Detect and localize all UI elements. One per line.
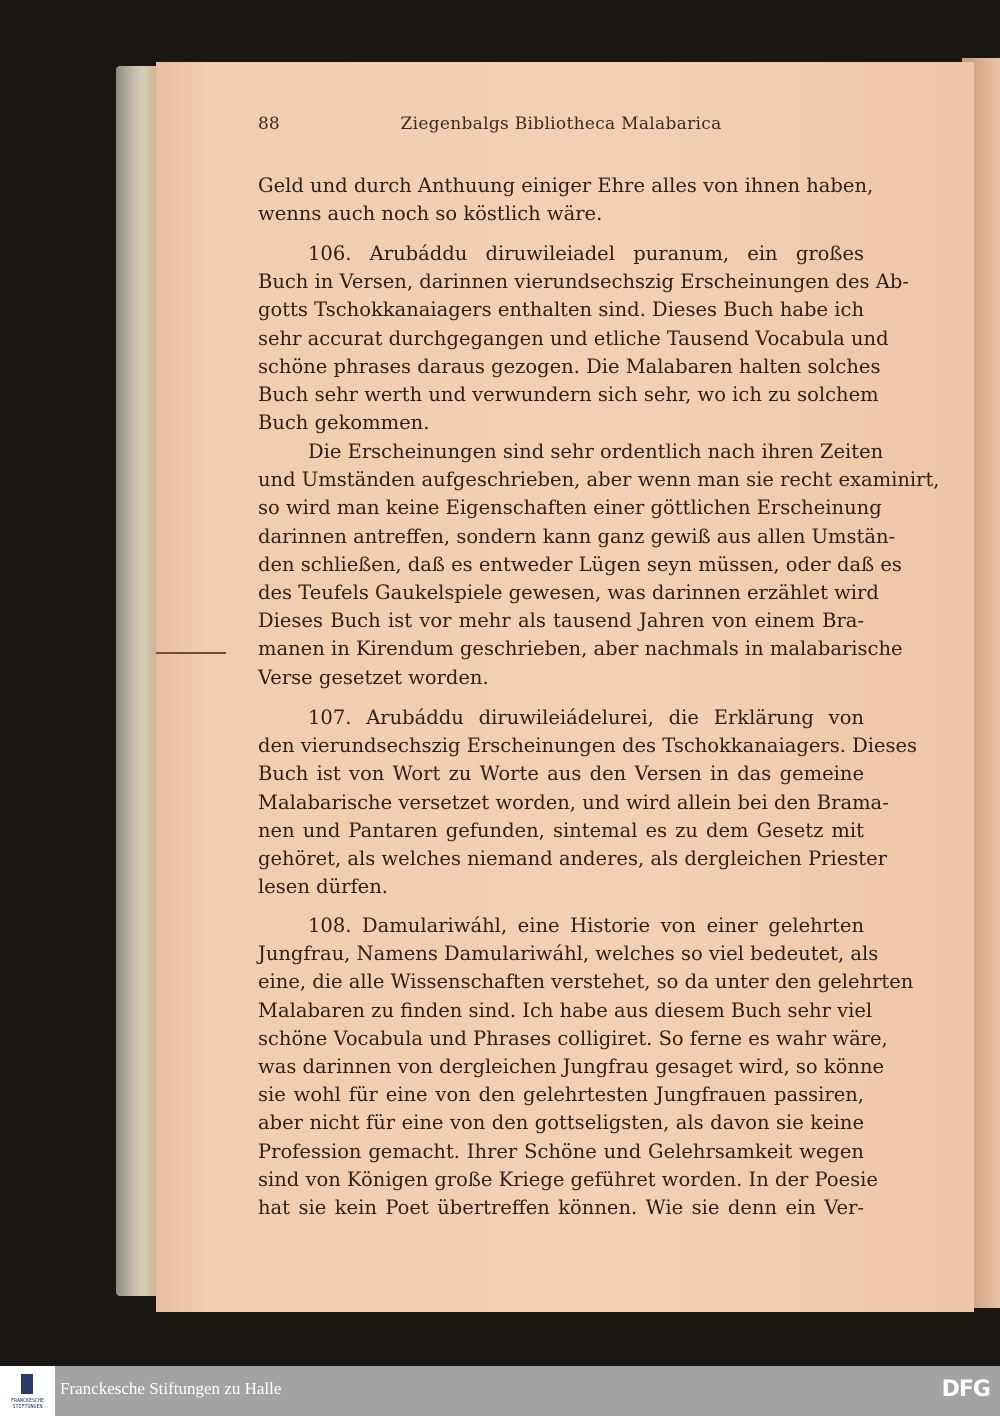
text-line: gotts Tschokkanaiagers enthalten sind. Dieses Buch habe ich (258, 298, 864, 322)
text-line: eine, die alle Wissenschaften verstehet, so da unter den gelehrten (258, 970, 914, 994)
text-line: und Umständen aufgeschrieben, aber wenn man sie recht examinirt, (258, 468, 940, 492)
paragraph (258, 912, 914, 1222)
text-line: Buch in Versen, darinnen vierundsechszig Erscheinungen des Ab- (258, 270, 909, 294)
logo-text: FRANCKESCHE STIFTUNGEN (10, 1398, 45, 1410)
text-line: Die Erscheinungen sind sehr ordentlich nach ihren Zeiten (308, 440, 884, 463)
book-page (156, 62, 974, 1312)
text-line: was darinnen von dergleichen Jungfrau gesaget wird, so könne (258, 1054, 885, 1078)
text-line: Geld und durch Anthuung einiger Ehre alles von ihnen haben, (258, 174, 874, 197)
text-line: 106. Arubáddu diruwileiadel puranum, ein großes (308, 242, 864, 265)
text-line: Malabaren zu finden sind. Ich habe aus diesem Buch sehr viel (258, 998, 873, 1022)
text-line: sind von Königen große Kriege geführet worden. In der Poesie (258, 1167, 878, 1191)
text-line: Buch ist von Wort zu Worte aus den Versen in das gemeine (258, 762, 864, 786)
book-edge (116, 66, 160, 1296)
page-header (258, 112, 864, 138)
paragraph (258, 172, 874, 228)
text-line: gehöret, als welches niemand anderes, als dergleichen Priester (258, 846, 887, 870)
institution-logo[interactable] (0, 1366, 55, 1416)
text-line: sehr accurat durchgegangen und etliche Tausend Vocabula und (258, 326, 889, 350)
text-line: wenns auch noch so köstlich wäre. (258, 202, 603, 226)
page-number: 88 (258, 114, 280, 134)
text-line: manen in Kirendum geschrieben, aber nachmals in malabarische (258, 637, 903, 661)
text-line: Profession gemacht. Ihrer Schöne und Gelehrsamkeit wegen (258, 1139, 864, 1163)
dfg-logo[interactable]: DFG (941, 1377, 990, 1402)
text-line: aber nicht für eine von den gottseligsten, als davon sie keine (258, 1111, 864, 1135)
text-line: 108. Damulariwáhl, eine Historie von einer gelehrten (308, 914, 864, 937)
text-line: schöne phrases daraus gezogen. Die Malabaren halten solches (258, 354, 881, 378)
text-line: Malabarische versetzet worden, und wird allein bei den Brama- (258, 790, 889, 814)
text-line: Jungfrau, Namens Damulariwáhl, welches so viel bedeutet, als (258, 942, 879, 966)
footer-bar (0, 1366, 1000, 1416)
text-line: 107. Arubáddu diruwileiádelurei, die Erklärung von (308, 706, 864, 729)
text-line: darinnen antreffen, sondern kann ganz gewiß aus allen Umstän- (258, 524, 896, 548)
text-line: lesen dürfen. (258, 875, 388, 899)
text-line: Dieses Buch ist vor mehr als tausend Jahren von einem Bra- (258, 609, 864, 633)
text-line: den schließen, daß es entweder Lügen seyn müssen, oder daß es (258, 552, 902, 576)
text-line: den vierundsechszig Erscheinungen des Tschokkanaiagers. Dieses (258, 734, 918, 758)
text-line: nen und Pantaren gefunden, sintemal es zu dem Gesetz mit (258, 818, 864, 842)
paragraph (258, 704, 918, 901)
institution-name: Franckesche Stiftungen zu Halle (60, 1379, 282, 1398)
text-line: Buch gekommen. (258, 411, 430, 435)
paragraph (258, 438, 940, 692)
text-line: des Teufels Gaukelspiele gewesen, was darinnen erzählet wird (258, 580, 879, 604)
text-line: Verse gesetzet worden. (258, 665, 489, 689)
logo-figure-icon (21, 1374, 33, 1394)
page-tear (156, 652, 226, 654)
text-line: sie wohl für eine von den gelehrtesten Jungfrauen passiren, (258, 1083, 864, 1107)
text-line: schöne Vocabula und Phrases colligiret. So ferne es wahr wäre, (258, 1026, 888, 1050)
text-line: so wird man keine Eigenschaften einer göttlichen Erscheinung (258, 496, 882, 520)
text-line: hat sie kein Poet übertreffen können. Wie sie denn ein Ver- (258, 1195, 864, 1219)
text-line: Buch sehr werth und verwundern sich sehr, wo ich zu solchem (258, 382, 879, 406)
running-title: Ziegenbalgs Bibliotheca Malabarica (400, 114, 722, 134)
paragraph (258, 240, 909, 437)
